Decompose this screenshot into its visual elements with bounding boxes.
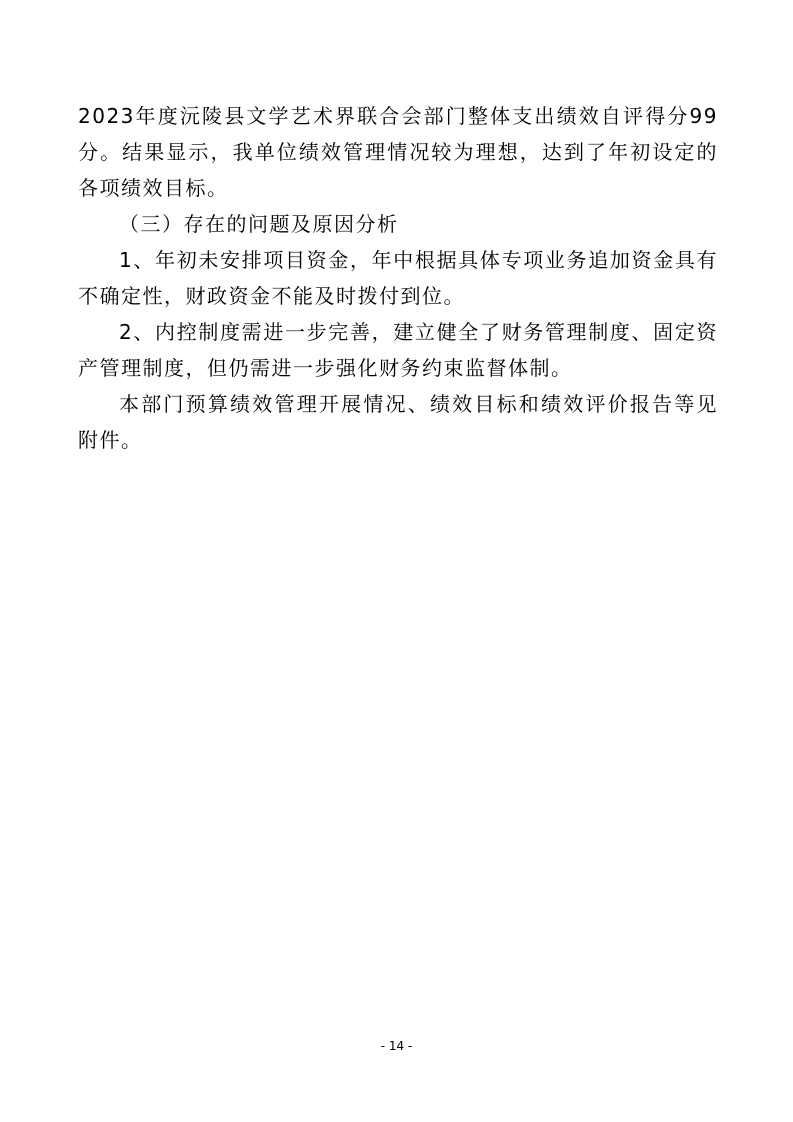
paragraph-problem-1: 1、年初未安排项目资金，年中根据具体专项业务追加资金具有不确定性，财政资金不能及时拨付到位。: [78, 248, 718, 308]
paragraph-problem-2: 2、内控制度需进一步完善，建立健全了财务管理制度、固定资产管理制度，但仍需进一步强化财务约束监督体制。: [78, 320, 718, 380]
section-heading-problems: （三）存在的问题及原因分析: [119, 212, 399, 236]
paragraph-attachment-note: 本部门预算绩效管理开展情况、绩效目标和绩效评价报告等见附件。: [78, 392, 718, 452]
paragraph-self-evaluation-result: 2023年度沅陵县文学艺术界联合会部门整体支出绩效自评得分99分。结果显示，我单位绩效管理情况较为理想，达到了年初设定的各项绩效目标。: [78, 104, 718, 200]
page-number: - 14 -: [380, 1039, 413, 1053]
document-body: [78, 98, 718, 458]
